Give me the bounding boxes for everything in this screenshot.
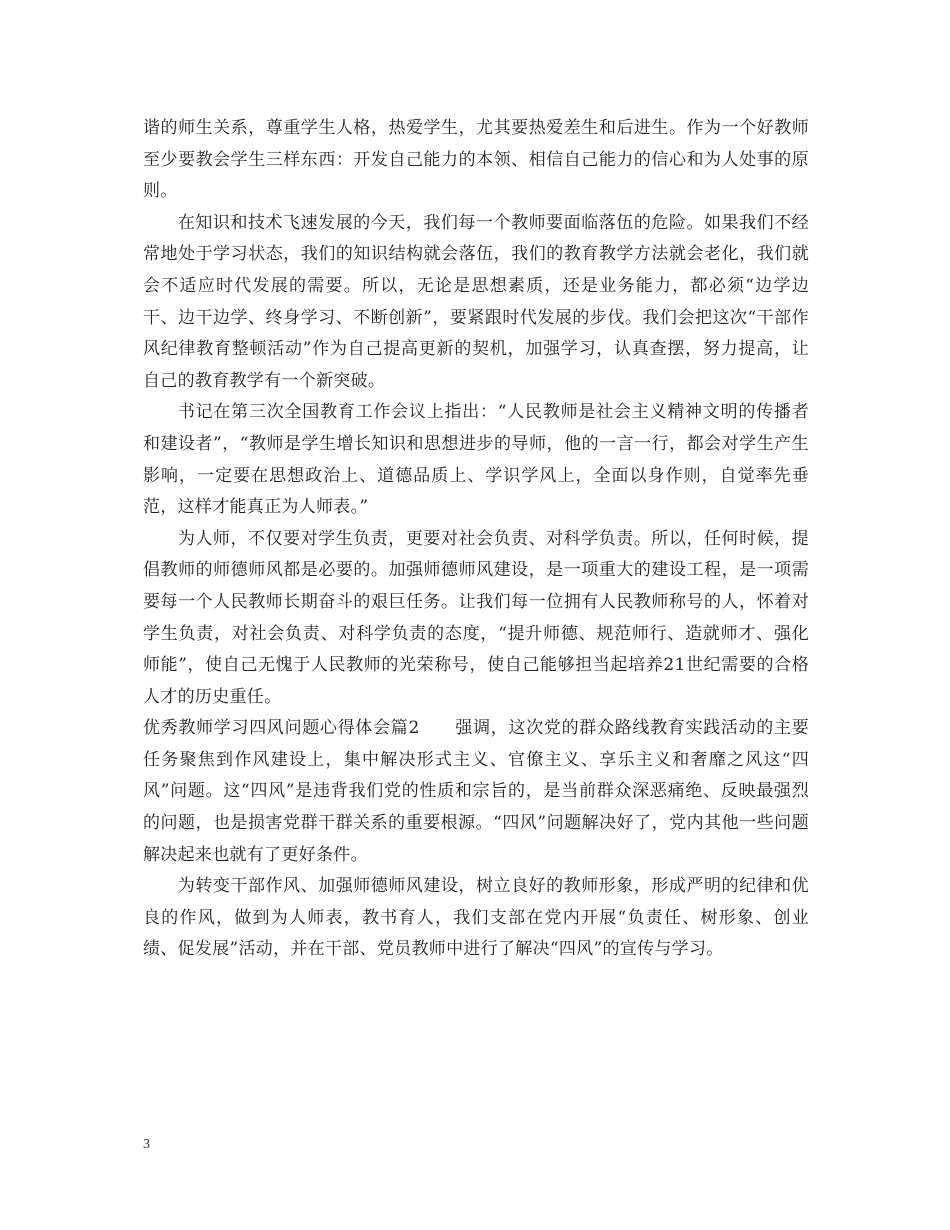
paragraph-4: 为人师，不仅要对学生负责，更要对社会负责、对科学负责。所以，任何时候，提倡教师的师德师风都是必要的。加强师德师风建设，是一项重大的建设工程，是一项需要每一个人民教师长期奋斗的艰巨任务。让我们每一位拥有人民教师称号的人，怀着对学生负责，对社会负责、对科学负责的态度，“提升师德、规范师行、造就师才、强化师能”，使自己无愧于人民教师的光荣称号，使自己能够担当起培养21世纪需要的合格人才的历史重任。: [143, 528, 809, 707]
paragraph-5: 优秀教师学习四风问题心得体会篇2 强调，这次党的群众路线教育实践活动的主要任务聚焦到作风建设上，集中解决形式主义、官僚主义、享乐主义和奢靡之风这“四风”问题。这“四风”是违背我们党的性质和宗旨的，是当前群众深恶痛绝、反映最强烈的问题，也是损害党群干群关系的重要根源。“四风”问题解决好了，党内其他一些问题解决起来也就有了更好条件。: [143, 718, 809, 865]
paragraph-3: 书记在第三次全国教育工作会议上指出：“人民教师是社会主义精神文明的传播者和建设者”，“教师是学生增长知识和思想进步的导师，他的一言一行，都会对学生产生影响，一定要在思想政治上、道德品质上、学识学风上，全面以身作则，自觉率先垂范，这样才能真正为人师表。”: [143, 402, 809, 518]
paragraph-6: 为转变干部作风、加强师德师风建设，树立良好的教师形象，形成严明的纪律和优良的作风，做到为人师表，教书育人，我们支部在党内开展“负责任、树形象、创业绩、促发展”活动，并在干部、党员教师中进行了解决“四风”的宣传与学习。: [143, 876, 809, 960]
paragraph-1: 谐的师生关系，尊重学生人格，热爱学生，尤其要热爱差生和后进生。作为一个好教师至少要教会学生三样东西：开发自己能力的本领、相信自己能力的信心和为人处事的原则。: [143, 118, 809, 202]
document-body: [143, 113, 809, 966]
page-number: 3: [143, 1137, 150, 1152]
paragraph-2: 在知识和技术飞速发展的今天，我们每一个教师要面临落伍的危险。如果我们不经常地处于学习状态，我们的知识结构就会落伍，我们的教育教学方法就会老化，我们就会不适应时代发展的需要。所以，无论是思想素质，还是业务能力，都必须“边学边干、边干边学、终身学习、不断创新”，要紧跟时代发展的步伐。我们会把这次“干部作风纪律教育整顿活动”作为自己提高更新的契机，加强学习，认真查摆，努力提高，让自己的教育教学有一个新突破。: [143, 212, 809, 391]
